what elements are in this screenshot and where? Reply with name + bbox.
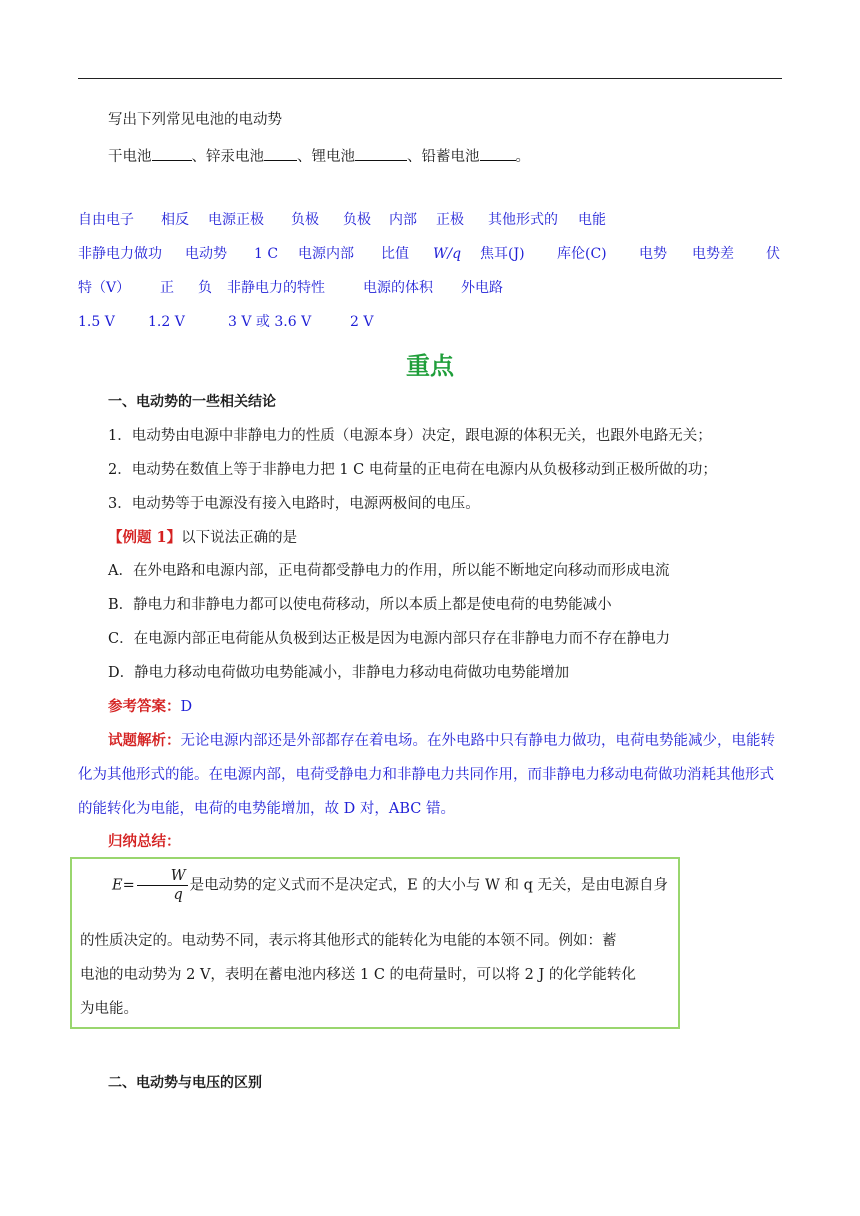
- blank-label-2: 、锌汞电池: [191, 149, 264, 165]
- example-question: [108, 528, 297, 548]
- option-b: B．静电力和非静电力都可以使电荷移动，所以本质上都是使电荷的电势能减小: [108, 597, 612, 613]
- answer-item: 自由电子: [78, 212, 134, 228]
- answer-item: 电势: [639, 246, 667, 262]
- blank-1: [152, 146, 192, 161]
- answer-item: 电势差: [692, 246, 734, 262]
- section-1-item: 3．电动势等于电源没有接入电路时，电源两极间的电压。: [108, 496, 480, 512]
- summary-label: 归纳总结：: [108, 833, 181, 850]
- blank-3: [355, 146, 407, 161]
- answer-label: 参考答案：: [108, 698, 181, 715]
- page-heading: 重点: [406, 352, 454, 380]
- answer-line: [108, 697, 192, 717]
- analysis-paragraph: [78, 724, 782, 826]
- answer-item: 伏: [766, 246, 780, 262]
- summary-line-3: 电池的电动势为 2 V，表明在蓄电池内移送 1 C 的电荷量时，可以将 2 J 的化学能转化: [80, 967, 636, 983]
- header-rule: [78, 78, 782, 79]
- answer-item: 负: [198, 280, 212, 296]
- answer-item: 电能: [578, 212, 606, 228]
- formula-denominator: q: [173, 887, 183, 903]
- section-2-title: 二、电动势与电压的区别: [108, 1075, 262, 1091]
- answer-item: 电源内部: [298, 246, 354, 262]
- formula-fraction: [137, 867, 188, 904]
- answer-item: 内部: [389, 212, 417, 228]
- example-question-text: 以下说法正确的是: [181, 530, 298, 546]
- answer-item: 电源正极: [208, 212, 264, 228]
- analysis-label: 试题解析：: [108, 732, 181, 749]
- answer-item: 焦耳(J): [480, 246, 525, 262]
- answer-item: 比值: [381, 246, 409, 262]
- answer-item: 电动势: [185, 246, 227, 262]
- summary-line-1-text: 是电动势的定义式而不是决定式，E 的大小与 W 和 q 无关，是由电源自身: [189, 877, 668, 894]
- answer-item: W/q: [433, 246, 462, 262]
- example-tag: 【例题 1】: [108, 529, 182, 546]
- blank-label-1: 干电池: [108, 149, 152, 165]
- answer-item: 正: [160, 280, 174, 296]
- section-1-item: 2．电动势在数值上等于非静电力把 1 C 电荷量的正电荷在电源内从负极移动到正极所做的功；: [108, 462, 717, 478]
- answer-item: 1.2 V: [148, 314, 185, 330]
- answer-item: 2 V: [350, 314, 374, 330]
- formula-lhs: E: [112, 877, 123, 894]
- summary-line-2: 的性质决定的。电动势不同，表示将其他形式的能转化为电能的本领不同。例如：蓄: [80, 933, 617, 949]
- answer-item: 正极: [436, 212, 464, 228]
- intro-blanks: [108, 146, 530, 167]
- answer-item: 1.5 V: [78, 314, 115, 330]
- summary-line-1: [80, 867, 676, 904]
- answer-item: 3 V 或 3.6 V: [228, 314, 312, 330]
- answer-item: 外电路: [461, 280, 503, 296]
- answer-item: 库伦(C): [557, 246, 607, 262]
- answer-value: D: [180, 699, 193, 715]
- blank-2: [264, 146, 297, 161]
- answer-item: 相反: [161, 212, 189, 228]
- intro-question: 写出下列常见电池的电动势: [108, 112, 282, 128]
- option-d: D．静电力移动电荷做功电势能减小，非静电力移动电荷做功电势能增加: [108, 665, 570, 681]
- formula-numerator: W: [137, 867, 188, 886]
- answer-item: 其他形式的: [488, 212, 558, 228]
- option-a: A．在外电路和电源内部，正电荷都受静电力的作用，所以能不断地定向移动而形成电流: [108, 563, 670, 579]
- blank-4: [480, 146, 516, 161]
- answer-item: 非静电力的特性: [227, 280, 325, 296]
- summary-label-line: [108, 832, 181, 852]
- section-1-title: 一、电动势的一些相关结论: [108, 394, 276, 410]
- option-c: C．在电源内部正电荷能从负极到达正极是因为电源内部只存在非静电力而不存在静电力: [108, 631, 671, 647]
- section-1-item: 1．电动势由电源中非静电力的性质（电源本身）决定，跟电源的体积无关，也跟外电路无关；: [108, 428, 712, 444]
- analysis-text: 无论电源内部还是外部都存在着电场。在外电路中只有静电力做功，电荷电势能减少，电能转化为其他形式的能。在电源内部，电荷受静电力和非静电力共同作用，而非静电力移动电荷做功消耗其他形式的能转化为电能，电荷的电势能增加，故 D 对，ABC 错。: [78, 733, 775, 817]
- answer-item: 非静电力做功: [78, 246, 162, 262]
- answer-item: 负极: [343, 212, 371, 228]
- answer-item: 负极: [291, 212, 319, 228]
- blank-label-4: 、铅蓄电池: [407, 149, 480, 165]
- answer-item: 特（V）: [78, 280, 131, 296]
- summary-box: [70, 857, 680, 1029]
- answer-item: 1 C: [254, 246, 279, 262]
- blank-label-3: 、锂电池: [297, 149, 355, 165]
- answer-item: 电源的体积: [363, 280, 433, 296]
- blank-end: 。: [515, 149, 530, 165]
- summary-line-4: 为电能。: [80, 1001, 138, 1017]
- formula-eq: =: [122, 877, 135, 894]
